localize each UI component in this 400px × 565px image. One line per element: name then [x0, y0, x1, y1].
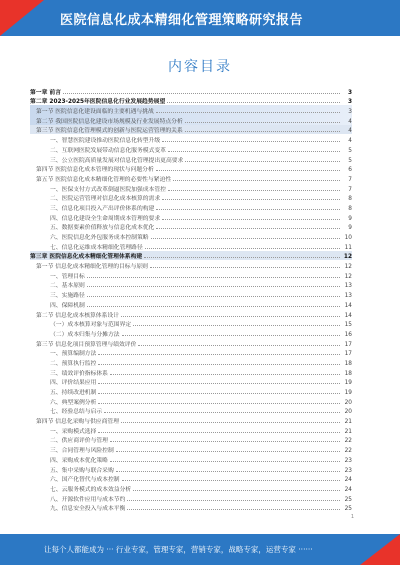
toc-entry-title: 六、典型案例分析 — [50, 399, 97, 406]
toc-entry[interactable] — [30, 212, 352, 222]
toc-leader-dots — [185, 161, 340, 162]
toc-entry[interactable] — [30, 386, 352, 396]
toc-leader-dots — [87, 277, 340, 278]
toc-leader-dots — [121, 316, 340, 317]
header-red-accent — [0, 0, 44, 36]
toc-entry-title: 一、智慧医院建设推动医院信息化转型升级 — [50, 138, 161, 145]
toc-entry-title: 四、保障机制 — [50, 302, 85, 309]
toc-entry[interactable] — [30, 299, 352, 309]
toc-entry-title: 五、集中采购与联合采购 — [50, 467, 114, 474]
toc-leader-dots — [116, 451, 340, 452]
toc-entry-page: 23 — [344, 467, 352, 474]
toc-entry-page: 9 — [348, 215, 352, 222]
toc-entry-page: 23 — [344, 457, 352, 464]
toc-entry-title: 第二章 2023-2025年医院信息化行业发展趋势展望 — [30, 99, 166, 106]
toc-entry-title: （一）成本核算对象与范围界定 — [50, 322, 132, 329]
toc-leader-dots — [98, 364, 340, 365]
toc-entry-title: 九、信息安全投入与成本平衡 — [50, 506, 126, 513]
toc-entry-page: 4 — [348, 138, 352, 145]
toc-heading: 内容目录 — [168, 59, 232, 75]
report-title: 医院信息化成本精细化管理策略研究报告 — [60, 13, 304, 28]
toc-entry-page: 18 — [344, 360, 352, 367]
toc-entry-title: 六、医院信息化外包服务成本控制策略 — [50, 235, 149, 241]
toc-entry-page: 11 — [344, 244, 352, 251]
toc-entry-title: 三、信息化项目投入产出评价体系的构建 — [50, 205, 155, 212]
toc-leader-dots — [162, 219, 340, 220]
toc-entry[interactable] — [30, 134, 352, 144]
toc-entry-page: 25 — [344, 496, 352, 503]
toc-entry[interactable] — [30, 241, 352, 251]
toc-leader-dots — [185, 122, 340, 123]
toc-entry-page: 5 — [348, 157, 352, 164]
toc-entry-title: 第四节 医院信息化成本管理的现状与问题分析 — [36, 167, 154, 174]
toc-entry-title: 三、合同管理与风险控制 — [50, 448, 114, 455]
toc-entry-title: 第一章 前言 — [30, 89, 62, 96]
toc-leader-dots — [151, 238, 340, 239]
toc-entry-page: 3 — [348, 109, 352, 116]
toc-entry-title: 第二节 我国医院信息化建设市场规模及行业发展特点分析 — [36, 118, 183, 125]
toc-entry[interactable] — [30, 183, 352, 193]
footer-slogan: 让每个人都能成为 ··· 行业专家，管理专家，营销专家，战略专家，运营专家 ······ — [44, 545, 313, 554]
toc-entry-page: 3 — [347, 89, 352, 96]
toc-leader-dots — [104, 412, 340, 413]
table-of-contents — [30, 86, 352, 512]
toc-leader-dots — [87, 306, 340, 307]
report-footer — [0, 534, 400, 565]
toc-entry-title: 第三章 医院信息化成本精细化管理体系构建 — [30, 254, 143, 261]
toc-entry[interactable] — [30, 444, 352, 454]
toc-leader-dots — [116, 471, 340, 472]
toc-entry-title: 第三节 医院信息化管理模式的创新与医院运营管理的关系 — [36, 128, 183, 135]
toc-entry-title: 第二节 信息化成本核算体系设计 — [36, 312, 119, 319]
toc-leader-dots — [162, 199, 340, 200]
toc-entry[interactable] — [30, 86, 352, 96]
toc-entry-page: 7 — [348, 186, 352, 193]
toc-entry[interactable] — [30, 406, 352, 416]
toc-leader-dots — [110, 461, 340, 462]
toc-entry-title: 二、互联网医院发展带动信息化服务模式变革 — [50, 147, 166, 154]
toc-leader-dots — [87, 296, 340, 297]
toc-entry[interactable] — [30, 193, 352, 203]
toc-entry[interactable] — [30, 483, 352, 493]
toc-entry-title: 六、国产化替代与成本控制 — [50, 477, 120, 484]
toc-entry[interactable] — [30, 357, 352, 367]
toc-entry[interactable] — [30, 425, 352, 435]
toc-entry-page: 19 — [344, 390, 352, 396]
toc-entry-page: 8 — [348, 196, 352, 203]
toc-entry-page: 24 — [344, 477, 352, 484]
toc-leader-dots — [138, 345, 340, 346]
toc-entry[interactable] — [30, 493, 352, 503]
toc-entry[interactable] — [30, 309, 352, 319]
toc-leader-dots — [121, 422, 340, 423]
toc-entry-title: 五、数据要素价值释放与信息化成本优化 — [50, 225, 155, 232]
toc-entry[interactable] — [30, 154, 352, 164]
toc-entry-title: 七、信息化运维成本精细化管理路径 — [50, 244, 143, 251]
toc-entry[interactable] — [30, 348, 352, 358]
toc-entry-title: （二）成本归集与分摊方法 — [50, 331, 120, 338]
toc-entry-title: 四、采购成本优化策略 — [50, 457, 108, 464]
toc-entry-title: 七、经验总结与启示 — [50, 409, 103, 416]
toc-entry-title: 七、云服务模式的成本效益分析 — [50, 486, 132, 493]
toc-leader-dots — [98, 393, 340, 394]
toc-entry-title: 四、评价结果应用 — [50, 380, 97, 387]
toc-entry-page: 6 — [348, 167, 352, 174]
toc-entry-page: 16 — [344, 331, 352, 338]
toc-entry[interactable] — [30, 202, 352, 212]
toc-leader-dots — [133, 325, 340, 326]
toc-leader-dots — [173, 180, 340, 181]
toc-entry-title: 三、绩效评价指标体系 — [50, 370, 108, 377]
toc-entry-page: 15 — [344, 322, 352, 329]
toc-entry[interactable] — [30, 396, 352, 406]
toc-entry[interactable] — [30, 474, 352, 484]
toc-entry-page: 20 — [344, 409, 352, 416]
toc-entry-title: 二、预算执行监控 — [50, 360, 97, 367]
toc-entry-page: 22 — [344, 448, 352, 455]
toc-entry-title: 一、采购模式选择 — [50, 428, 97, 435]
toc-entry[interactable] — [30, 367, 352, 377]
toc-entry[interactable] — [30, 105, 352, 115]
toc-entry-page: 21 — [344, 428, 352, 435]
toc-leader-dots — [156, 209, 340, 210]
toc-leader-dots — [87, 286, 340, 287]
toc-leader-dots — [168, 190, 340, 191]
toc-leader-dots — [168, 151, 340, 152]
toc-entry[interactable] — [30, 377, 352, 387]
toc-entry[interactable] — [30, 270, 352, 280]
toc-leader-dots — [162, 141, 340, 142]
toc-entry-title: 第三节 信息化项目预算管理与绩效评价 — [36, 341, 137, 348]
toc-entry[interactable] — [30, 173, 352, 183]
toc-entry[interactable] — [30, 115, 352, 125]
footer-red-accent — [360, 534, 400, 565]
toc-entry-title: 八、开源软件应用与成本节约 — [50, 496, 126, 503]
toc-entry-page: 13 — [344, 283, 352, 290]
toc-leader-dots — [167, 102, 340, 103]
toc-entry-title: 一、预算编制方法 — [50, 351, 97, 358]
toc-entry-page: 3 — [347, 99, 352, 106]
toc-leader-dots — [110, 441, 340, 442]
toc-entry[interactable] — [30, 454, 352, 464]
toc-leader-dots — [98, 383, 340, 384]
toc-entry[interactable] — [30, 289, 352, 299]
toc-leader-dots — [156, 112, 340, 113]
toc-entry-title: 第一节 信息化成本精细化管理的目标与原则 — [36, 264, 148, 271]
toc-entry-page: 21 — [344, 419, 352, 426]
toc-entry-page: 12 — [343, 254, 352, 261]
toc-entry[interactable] — [30, 435, 352, 445]
toc-entry[interactable] — [30, 260, 352, 270]
toc-entry-page: 17 — [344, 351, 352, 358]
toc-leader-dots — [185, 131, 340, 132]
toc-entry-page: 10 — [344, 235, 352, 241]
toc-entry[interactable] — [30, 328, 352, 338]
toc-entry-page: 19 — [344, 380, 352, 387]
toc-entry[interactable] — [30, 96, 352, 106]
toc-entry[interactable] — [30, 464, 352, 474]
toc-entry[interactable] — [30, 319, 352, 329]
toc-entry[interactable] — [30, 415, 352, 425]
toc-entry[interactable] — [30, 338, 352, 348]
toc-entry[interactable] — [30, 125, 352, 135]
toc-entry-page: 14 — [344, 312, 352, 319]
toc-leader-dots — [133, 490, 340, 491]
toc-leader-dots — [150, 267, 340, 268]
toc-entry-title: 第五节 医院信息化成本精细化管理的必要性与紧迫性 — [36, 176, 172, 183]
toc-entry-page: 4 — [348, 128, 352, 135]
toc-entry-title: 四、信息化建设全生命周期成本管理的要求 — [50, 215, 161, 222]
toc-leader-dots — [144, 257, 340, 258]
toc-entry-page: 8 — [348, 205, 352, 212]
toc-entry-title: 第四节 信息化采购与供应商管理 — [36, 419, 119, 426]
toc-entry[interactable] — [30, 280, 352, 290]
toc-entry-page: 12 — [344, 264, 352, 271]
toc-entry[interactable] — [30, 144, 352, 154]
toc-entry-title: 一、管理目标 — [50, 273, 85, 280]
toc-leader-dots — [98, 403, 340, 404]
toc-entry[interactable] — [30, 231, 352, 241]
toc-leader-dots — [122, 480, 340, 481]
toc-entry-page: 7 — [348, 176, 352, 183]
report-header — [0, 0, 400, 36]
toc-leader-dots — [145, 248, 340, 249]
toc-entry-title: 第一节 医院信息化建设面临的主要机遇与挑战 — [36, 109, 154, 116]
toc-entry[interactable] — [30, 222, 352, 232]
toc-leader-dots — [98, 354, 340, 355]
toc-leader-dots — [156, 228, 340, 229]
toc-leader-dots — [98, 432, 340, 433]
toc-entry-title: 三、实施路径 — [50, 293, 85, 300]
toc-entry-page: 24 — [344, 486, 352, 493]
toc-entry-page: 9 — [348, 225, 352, 232]
toc-entry-title: 三、公立医院高质量发展对信息化管理提出更高要求 — [50, 157, 184, 164]
toc-entry-title: 二、供应商评价与管理 — [50, 438, 108, 445]
toc-entry-page: 4 — [348, 118, 352, 125]
toc-entry[interactable] — [30, 251, 352, 261]
toc-leader-dots — [127, 509, 340, 510]
toc-leader-dots — [122, 335, 340, 336]
toc-entry-page: 22 — [344, 438, 352, 445]
toc-entry-page: 17 — [344, 341, 352, 348]
toc-entry-page: 13 — [344, 293, 352, 300]
toc-leader-dots — [127, 500, 340, 501]
toc-entry-title: 一、医保支付方式改革倒逼医院加强成本管控 — [50, 186, 166, 193]
toc-entry-title: 二、医院运营管理对信息化成本核算的需求 — [50, 196, 161, 203]
toc-entry-page: 25 — [344, 506, 352, 513]
toc-entry-page: 5 — [348, 147, 352, 154]
toc-entry-title: 五、持续改进机制 — [50, 390, 97, 396]
toc-entry-page: 14 — [344, 302, 352, 309]
toc-entry-page: 12 — [344, 273, 352, 280]
toc-entry[interactable] — [30, 164, 352, 174]
toc-entry-page: 18 — [344, 370, 352, 377]
page-number: 1 — [350, 514, 354, 520]
toc-leader-dots — [63, 93, 340, 94]
toc-entry[interactable] — [30, 503, 352, 513]
toc-entry-page: 20 — [344, 399, 352, 406]
toc-leader-dots — [156, 170, 340, 171]
toc-leader-dots — [110, 374, 340, 375]
toc-entry-title: 二、基本原则 — [50, 283, 85, 290]
